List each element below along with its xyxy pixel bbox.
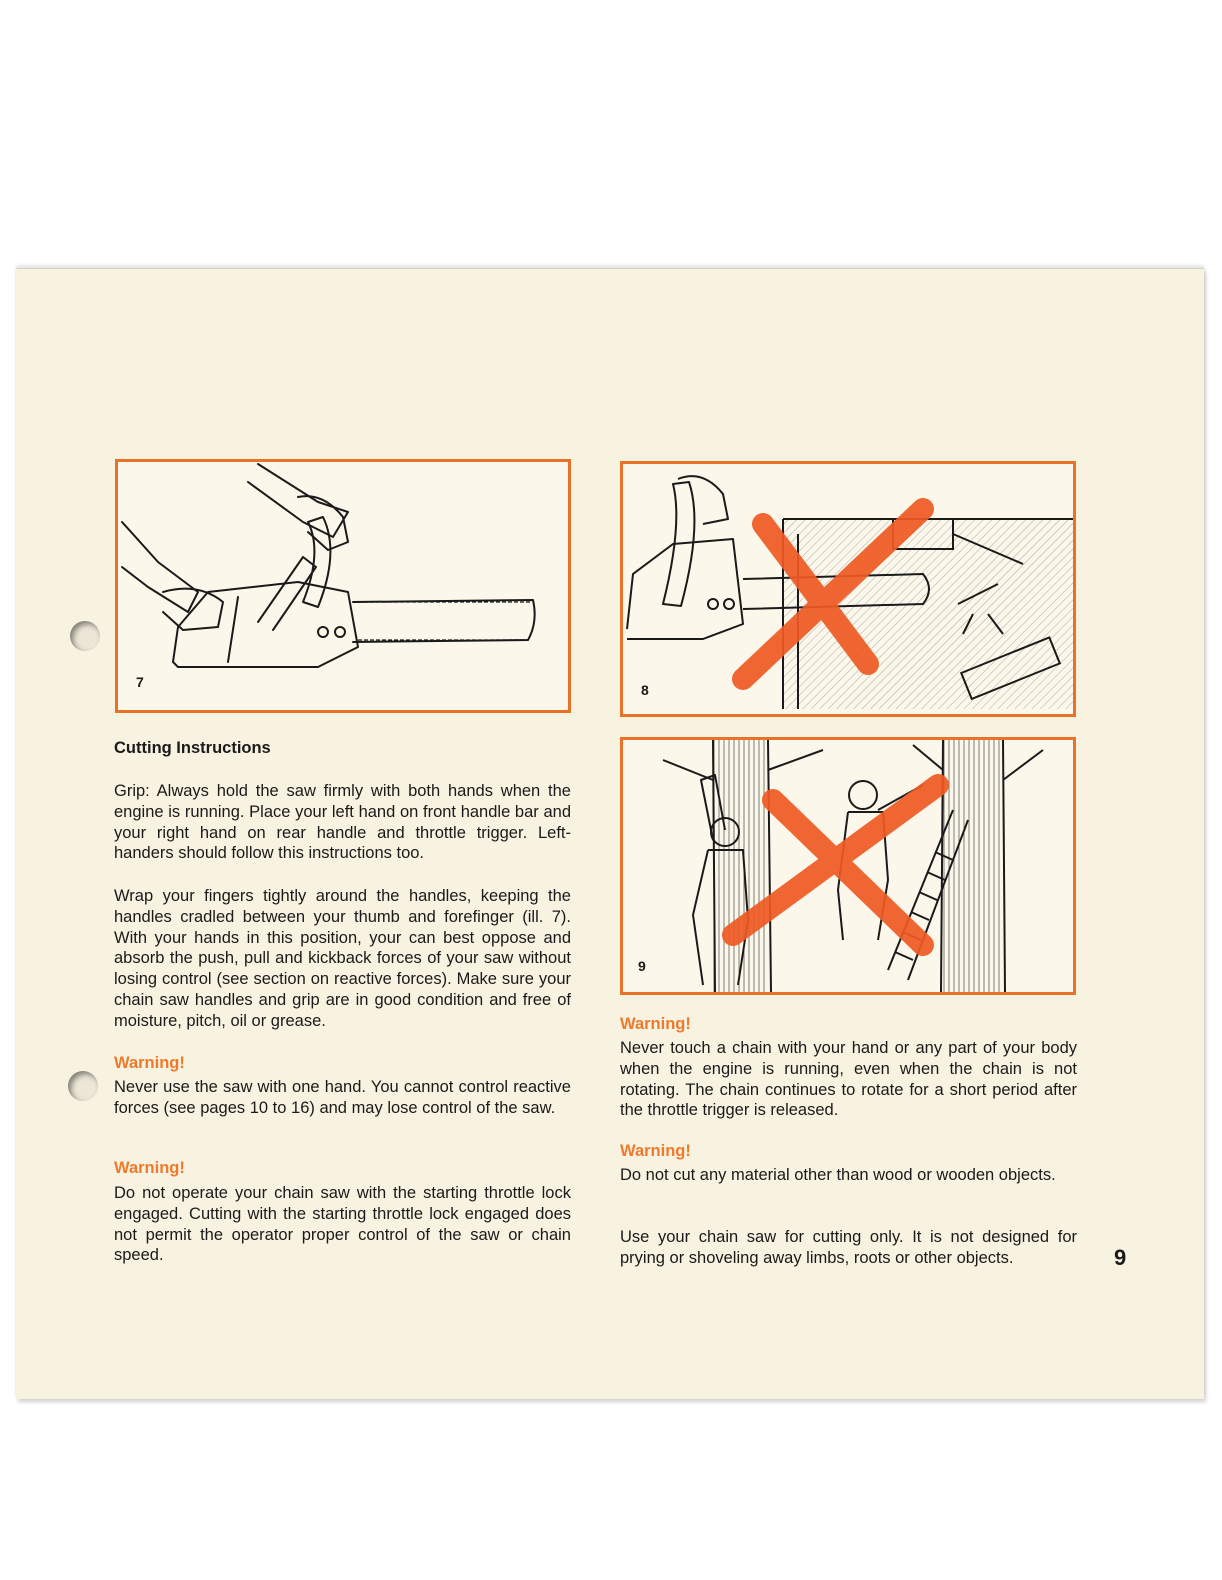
warning-title: Warning! xyxy=(620,1015,691,1033)
manual-page xyxy=(16,268,1204,1399)
warning-material-text: Do not cut any material other than wood or wooden objects. xyxy=(620,1166,1056,1184)
binder-hole-top xyxy=(70,621,100,651)
warning-title: Warning! xyxy=(620,1142,691,1160)
do-not-touch-chain-illustration xyxy=(623,464,1073,714)
illustration-9-frame xyxy=(620,737,1076,995)
page-number: 9 xyxy=(1114,1245,1127,1270)
figure-number: 9 xyxy=(638,958,646,974)
warning-touch-chain-text: Never touch a chain with your hand or any part of your body when the engine is running, even when the chain is not rotating. The chain continues to rotate for a short period after the throttle trigger is released. xyxy=(620,1039,1077,1120)
wrap-paragraph: Wrap your fingers tightly around the handles, keeping the handles cradled between your thumb and forefinger (ill. 7). With your hands in this position, your can best oppose and absorb the push, pull and kickback forces of your saw without losing control (see section on reactive forces). Make sure your chain saw handles and grip are in good condition and free of moisture, pitch, oil or grease. xyxy=(114,887,571,1030)
warning-title: Warning! xyxy=(114,1054,185,1072)
usage-paragraph: Use your chain saw for cutting only. It is not designed for prying or shoveling away limbs, roots or other objects. xyxy=(620,1228,1077,1267)
section-heading: Cutting Instructions xyxy=(114,739,271,757)
warning-title: Warning! xyxy=(114,1159,185,1177)
figure-number: 7 xyxy=(136,674,144,690)
do-not-climb-tree-illustration xyxy=(623,740,1073,992)
grip-paragraph: Grip: Always hold the saw firmly with both hands when the engine is running. Place your left hand on front handle bar and your right hand on rear handle and throttle trigger. Left-handers should follow this instructions too. xyxy=(114,782,571,863)
figure-number: 8 xyxy=(641,682,649,698)
chainsaw-grip-illustration xyxy=(118,462,568,710)
illustration-8-frame xyxy=(620,461,1076,717)
warning-throttle-lock-text: Do not operate your chain saw with the starting throttle lock engaged. Cutting with the starting throttle lock engaged does not permit the operator proper control of the saw or chain speed. xyxy=(114,1184,571,1265)
binder-hole-bottom xyxy=(68,1071,98,1101)
warning-one-hand-text: Never use the saw with one hand. You cannot control reactive forces (see pages 10 to 16) and may lose control of the saw. xyxy=(114,1078,571,1117)
illustration-7-frame xyxy=(115,459,571,713)
